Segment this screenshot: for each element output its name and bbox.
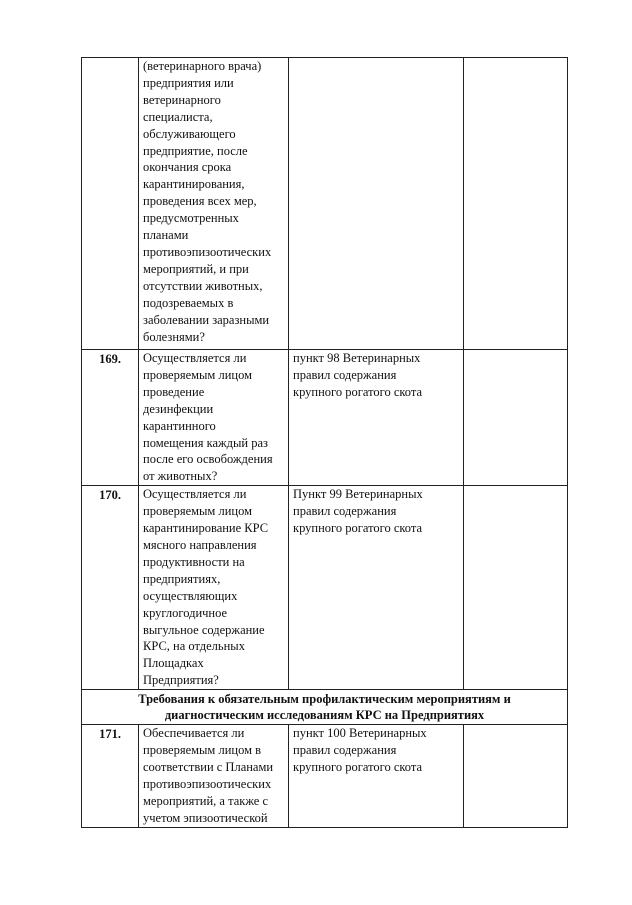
reference-cell-line: правил содержания <box>293 504 397 519</box>
notes-cell <box>464 486 568 690</box>
section-title-line: диагностическим исследованиям КРС на Предприятиях <box>164 708 485 723</box>
reference-cell-line: правил содержания <box>293 367 397 382</box>
section-title-line: Требования к обязательным профилактическим мероприятиям и <box>138 692 511 707</box>
reference-cell-line: крупного рогатого скота <box>293 759 423 774</box>
question-cell-line: отсутствии животных, <box>143 278 263 293</box>
question-cell-line: проверяемым лицом <box>143 367 252 382</box>
question-cell-line: карантинного <box>143 418 216 433</box>
question-cell-line: осуществляющих <box>143 588 238 603</box>
table-row <box>82 725 568 827</box>
question-cell-line: круглогодичное <box>143 605 228 620</box>
question-cell-line: мероприятий, и при <box>143 261 249 276</box>
question-cell-line: проверяемым лицом в <box>143 743 262 758</box>
question-cell-line: карантинирования, <box>143 177 245 192</box>
question-cell-line: проведение <box>143 384 205 399</box>
question-cell-line: помещения каждый раз <box>143 435 268 450</box>
question-cell-line: дезинфекции <box>143 401 214 416</box>
item-number <box>82 58 139 350</box>
question-cell-line: мероприятий, а также с <box>143 793 269 808</box>
question-cell-line: предприятия или <box>143 75 234 90</box>
question-cell-line: подозреваемых в <box>143 295 234 310</box>
question-cell-line: противоэпизоотических <box>143 776 272 791</box>
reference-cell-line: крупного рогатого скота <box>293 384 423 399</box>
question-cell <box>139 350 289 486</box>
checklist-table <box>81 57 568 828</box>
table-row <box>82 350 568 486</box>
reference-cell <box>289 58 464 350</box>
question-cell-line: Обеспечивается ли <box>143 726 245 741</box>
table-row <box>82 486 568 690</box>
question-cell-line: (ветеринарного врача) <box>143 59 262 73</box>
notes-cell <box>464 350 568 486</box>
question-cell-line: после его освобождения <box>143 452 273 467</box>
notes-cell <box>464 58 568 350</box>
question-cell-line: планами <box>143 228 189 243</box>
section-header-row <box>82 690 568 725</box>
reference-cell-line: пункт 100 Ветеринарных <box>293 726 427 741</box>
question-cell-line: окончания срока <box>143 160 232 175</box>
question-cell-line: предусмотренных <box>143 211 239 226</box>
question-cell-line: продуктивности на <box>143 554 245 569</box>
question-cell-line: учетом эпизоотической <box>143 810 268 825</box>
question-cell-line: предприятиях, <box>143 571 221 586</box>
question-cell-line: соответствии с Планами <box>143 759 274 774</box>
reference-cell <box>289 350 464 486</box>
item-number: 170. <box>82 486 139 690</box>
table-row <box>82 58 568 350</box>
notes-cell <box>464 725 568 827</box>
section-title <box>82 690 568 725</box>
question-cell-line: КРС, на отдельных <box>143 639 245 654</box>
item-number: 169. <box>82 350 139 486</box>
reference-cell-line: правил содержания <box>293 743 397 758</box>
item-number: 171. <box>82 725 139 827</box>
question-cell-line: Осуществляется ли <box>143 351 247 365</box>
question-cell <box>139 725 289 827</box>
question-cell-line: Осуществляется ли <box>143 487 247 502</box>
question-cell-line: обслуживающего <box>143 126 236 141</box>
question-cell-line: специалиста, <box>143 109 213 124</box>
reference-cell-line: крупного рогатого скота <box>293 521 423 536</box>
question-cell-line: заболевании заразными <box>143 312 270 327</box>
question-cell-line: мясного направления <box>143 537 257 552</box>
question-cell-line: проверяемым лицом <box>143 504 252 519</box>
question-cell-line: Предприятия? <box>143 673 219 688</box>
reference-cell <box>289 486 464 690</box>
reference-cell-line: Пункт 99 Ветеринарных <box>293 487 423 502</box>
checklist-body <box>82 58 568 828</box>
question-cell-line: Площадках <box>143 656 204 671</box>
question-cell-line: болезнями? <box>143 329 205 344</box>
reference-cell-line: пункт 98 Ветеринарных <box>293 351 421 365</box>
question-cell <box>139 58 289 350</box>
question-cell-line: предприятие, после <box>143 143 248 158</box>
question-cell <box>139 486 289 690</box>
question-cell-line: проведения всех мер, <box>143 194 257 209</box>
reference-cell <box>289 725 464 827</box>
question-cell-line: карантинирование КРС <box>143 521 269 536</box>
question-cell-line: ветеринарного <box>143 92 221 107</box>
question-cell-line: от животных? <box>143 469 218 484</box>
question-cell-line: выгульное содержание <box>143 622 265 637</box>
question-cell-line: противоэпизоотических <box>143 244 272 259</box>
